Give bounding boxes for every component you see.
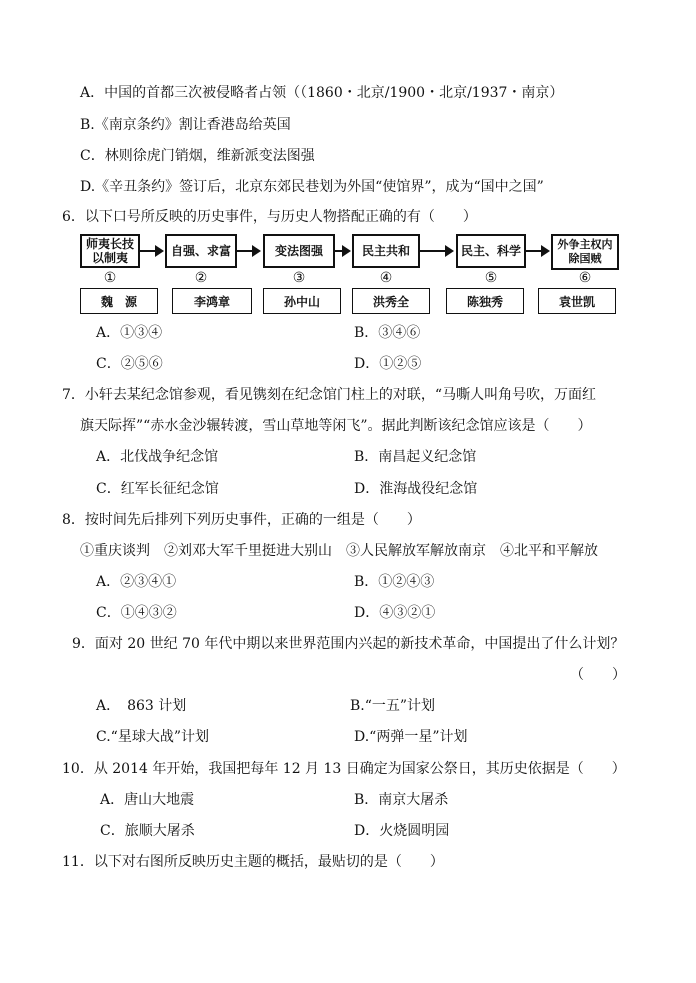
q10-option-a: A．唐山大地震 [100, 792, 195, 808]
q10-option-b: B．南京大屠杀 [354, 792, 449, 808]
q6-option-c: C．②⑤⑥ [96, 356, 163, 372]
q5-option-b: B.《南京条约》割让香港岛给英国 [80, 117, 291, 133]
q9-option-a: A． 863 计划 [96, 698, 187, 714]
flow-arrow [420, 250, 452, 252]
q9-stem: 9．面对 20 世纪 70 年代中期以来世界范围内兴起的新技术革命，中国提出了什么计划？ [72, 636, 625, 652]
q7-option-b: B．南昌起义纪念馆 [354, 449, 477, 465]
q9-option-c: C.“星球大战”计划 [96, 729, 209, 745]
slogan-box-4: 民主共和 [352, 234, 420, 268]
q6-flow-diagram [80, 230, 620, 316]
q8-option-d: D．④③②① [354, 605, 436, 621]
q6-stem: 6．以下口号所反映的历史事件，与历史人物搭配正确的有（ ） [62, 209, 477, 225]
q6-option-b: B．③④⑥ [354, 325, 421, 341]
q7-stem-line2: 旗天际挥”“赤水金沙辗转渡，雪山草地等闲飞”。据此判断该纪念馆应该是（ ） [80, 418, 592, 434]
slogan-box-6: 外争主权内除国贼 [551, 234, 619, 270]
q8-option-b: B．①②④③ [354, 574, 435, 590]
flow-arrow [140, 250, 162, 252]
q7-option-c: C．红军长征纪念馆 [96, 481, 219, 497]
q6-option-d: D．①②⑤ [354, 356, 422, 372]
person-box-5: 陈独秀 [446, 288, 524, 314]
q8-option-a: A．②③④① [96, 574, 177, 590]
flow-arrow [335, 250, 349, 252]
q6-option-a: A．①③④ [96, 325, 163, 341]
slogan-box-2: 自强、求富 [165, 234, 237, 268]
flow-number-5: ⑤ [484, 270, 498, 286]
person-box-4: 洪秀全 [352, 288, 430, 314]
person-box-2: 李鸿章 [172, 288, 252, 314]
q11-stem: 11．以下对右图所反映历史主题的概括，最贴切的是（ ） [62, 854, 444, 870]
q9-option-b: B.“一五”计划 [350, 698, 436, 714]
q9-answer-paren: （ ） [570, 667, 626, 683]
person-box-1: 魏 源 [80, 288, 158, 314]
q10-stem: 10．从 2014 年开始，我国把每年 12 月 13 日确定为国家公祭日，其历史依据是（ ） [62, 761, 626, 777]
q10-option-c: C．旅顺大屠杀 [100, 823, 195, 839]
q7-option-a: A．北伐战争纪念馆 [96, 449, 219, 465]
q10-option-d: D．火烧圆明园 [354, 823, 450, 839]
flow-number-6: ⑥ [578, 270, 592, 286]
q5-option-a: A．中国的首都三次被侵略者占领（（1860・北京/1900・北京/1937・南京） [80, 85, 564, 101]
q7-stem-line1: 7．小轩去某纪念馆参观，看见镌刻在纪念馆门柱上的对联，“马嘶人叫角号吹，万面红 [62, 387, 597, 403]
slogan-box-3: 变法图强 [263, 234, 335, 268]
slogan-box-5: 民主、科学 [456, 234, 526, 268]
q8-option-c: C．①④③② [96, 605, 177, 621]
flow-arrow [526, 250, 548, 252]
flow-number-3: ③ [292, 270, 306, 286]
q8-events: ①重庆谈判 ②刘邓大军千里挺进大别山 ③人民解放军解放南京 ④北平和平解放 [80, 543, 598, 559]
flow-number-1: ① [103, 270, 117, 286]
slogan-box-1: 师夷长技以制夷 [80, 234, 140, 268]
flow-arrow [237, 250, 259, 252]
q7-option-d: D．淮海战役纪念馆 [354, 481, 478, 497]
person-box-6: 袁世凯 [538, 288, 616, 314]
flow-number-2: ② [194, 270, 208, 286]
person-box-3: 孙中山 [263, 288, 341, 314]
q5-option-c: C．林则徐虎门销烟，维新派变法图强 [80, 148, 315, 164]
flow-number-4: ④ [379, 270, 393, 286]
q9-option-d: D.“两弹一星”计划 [354, 729, 468, 745]
q8-stem: 8．按时间先后排列下列历史事件，正确的一组是（ ） [62, 512, 421, 528]
q5-option-d: D.《辛丑条约》签订后，北京东郊民巷划为外国“使馆界”，成为“国中之国” [80, 179, 544, 195]
